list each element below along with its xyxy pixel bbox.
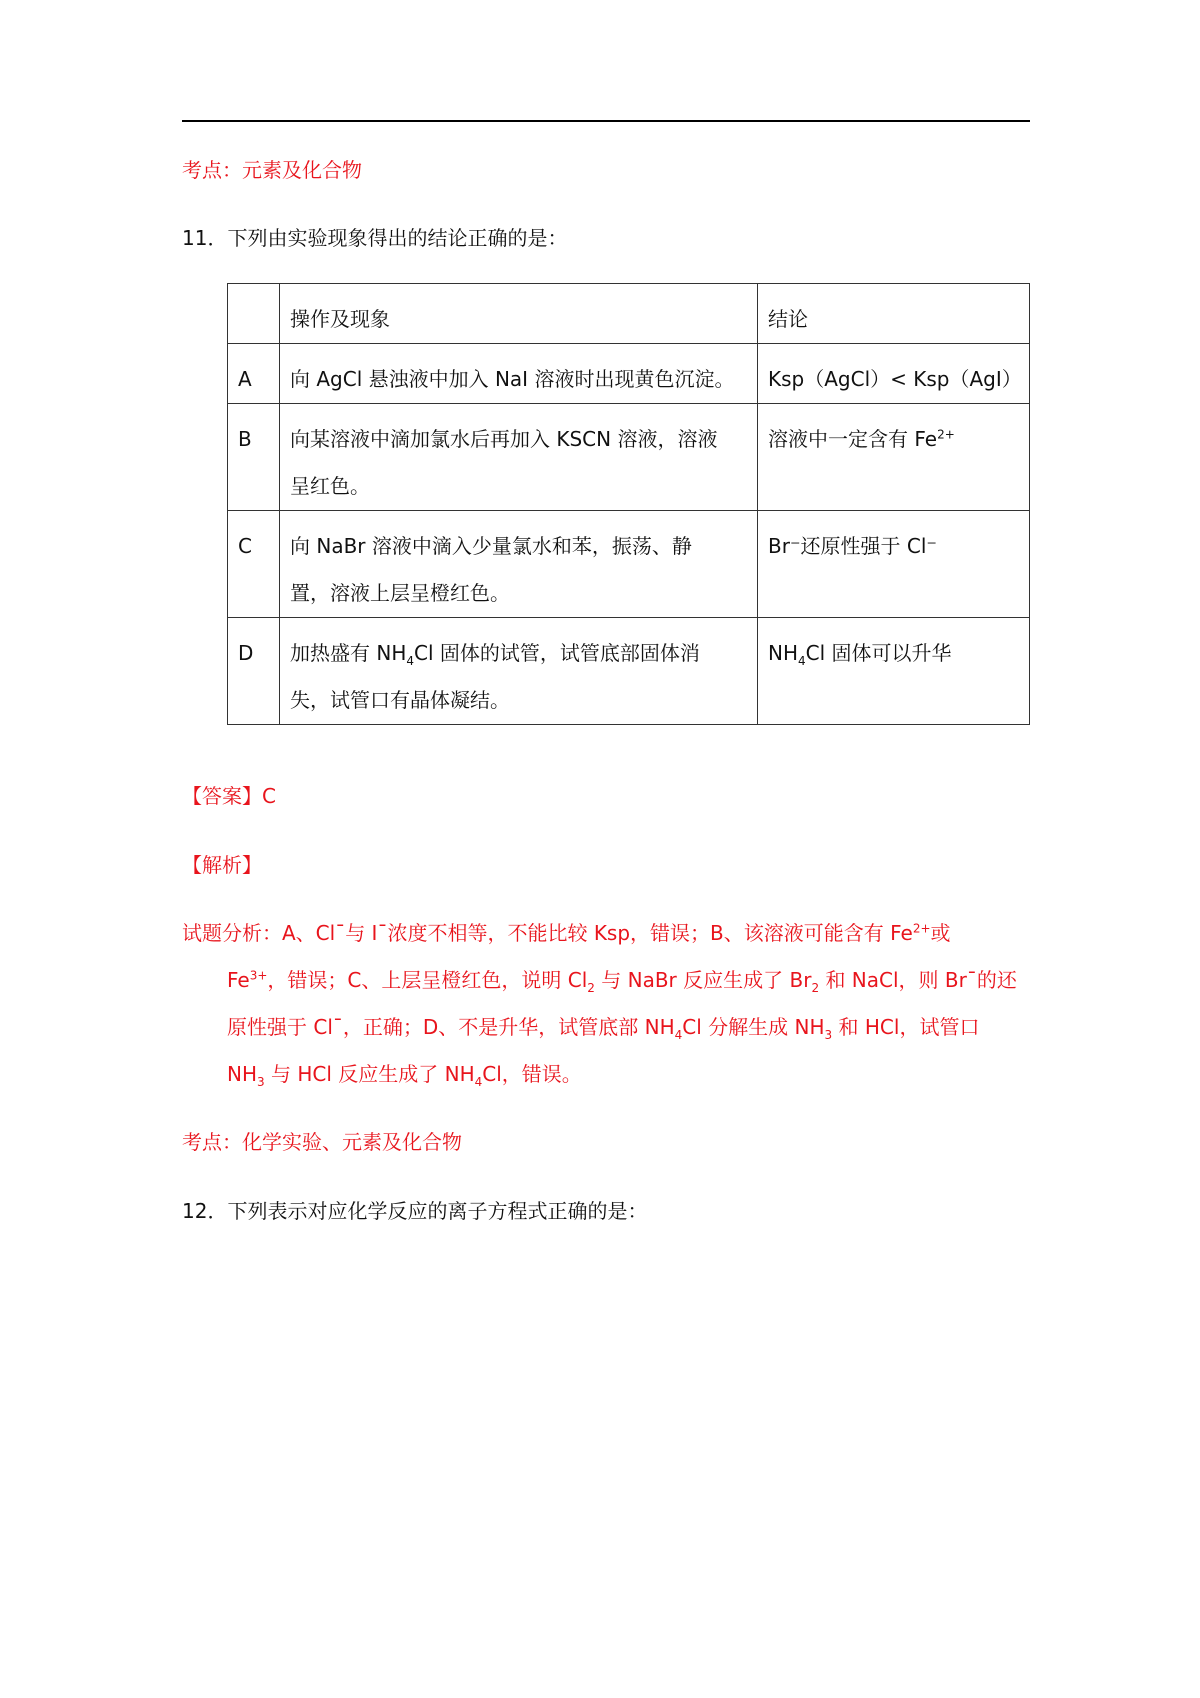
- operation-cell: [280, 618, 758, 725]
- text-part: NH: [227, 1062, 257, 1086]
- experiment-table: [227, 283, 1030, 725]
- text-part: Cl 固体可以升华: [805, 641, 952, 665]
- subscript: 4: [474, 1075, 483, 1089]
- text-part: 和 NaCl，则 Br¯的还: [819, 968, 1017, 992]
- answer-label: 【答案】C: [182, 784, 276, 808]
- operation-text: 向 AgCl 悬浊液中加入 NaI 溶液时出现黄色沉淀。: [290, 367, 735, 391]
- operation-text-line2: 呈红色。: [290, 474, 370, 498]
- conclusion-cell: [758, 404, 1030, 511]
- conclusion-cell: [758, 618, 1030, 725]
- text-part: Cl，错误。: [482, 1062, 582, 1086]
- conclusion-cell: Br⁻还原性强于 Cl⁻: [758, 511, 1030, 618]
- text-part: Cl 分解生成 NH: [682, 1015, 825, 1039]
- text-part: 原性强于 Cl¯，正确；D、不是升华，试管底部 NH: [227, 1015, 675, 1039]
- text-part: ，错误；C、上层呈橙红色，说明 Cl: [267, 968, 588, 992]
- subscript: 2: [587, 981, 595, 995]
- table-row: [228, 511, 1030, 618]
- text-part: 试题分析：A、Cl¯与 I¯浓度不相等，不能比较 Ksp，错误；B、该溶液可能含有 Fe: [182, 921, 913, 945]
- option-letter: A: [228, 344, 280, 404]
- superscript: 2+: [912, 921, 931, 936]
- conclusion-text: 溶液中一定含有 Fe: [768, 427, 938, 451]
- table-header-operation: 操作及现象: [280, 284, 758, 344]
- conclusion-cell: Ksp（AgCl）< Ksp（AgI）: [758, 344, 1030, 404]
- table-header-conclusion: 结论: [758, 284, 1030, 344]
- subscript: 4: [674, 1028, 683, 1042]
- option-letter: C: [228, 511, 280, 618]
- analysis-line-2: [227, 966, 1017, 994]
- charge-superscript: 2+: [937, 427, 955, 442]
- analysis-label: 【解析】: [182, 853, 262, 877]
- analysis-line-1: [182, 919, 951, 947]
- operation-text-line2: 置，溶液上层呈橙红色。: [290, 581, 510, 605]
- analysis-line-4: [227, 1060, 582, 1088]
- table-row: [228, 404, 1030, 511]
- operation-text-line1: 向 NaBr 溶液中滴入少量氯水和苯，振荡、静: [290, 534, 692, 558]
- subscript: 3: [824, 1028, 833, 1042]
- header-rule: [182, 120, 1030, 122]
- option-letter: B: [228, 404, 280, 511]
- table-header-row: [228, 284, 1030, 344]
- text-part: 和 HCl，试管口: [832, 1015, 980, 1039]
- operation-cell: [280, 404, 758, 511]
- operation-cell: [280, 344, 758, 404]
- subscript: 4: [798, 654, 806, 668]
- subscript: 4: [406, 654, 414, 668]
- table-row: [228, 618, 1030, 725]
- operation-cell: [280, 511, 758, 618]
- text-part: Cl 固体的试管，试管底部固体消: [414, 641, 700, 665]
- question-11-stem: 11．下列由实验现象得出的结论正确的是：: [182, 226, 568, 250]
- table-row: [228, 344, 1030, 404]
- text-part: 加热盛有 NH: [290, 641, 407, 665]
- question-12-stem: 12．下列表示对应化学反应的离子方程式正确的是：: [182, 1199, 648, 1223]
- table-header-cell-empty: [228, 284, 280, 344]
- text-part: 或: [930, 921, 951, 945]
- superscript: 3+: [249, 968, 268, 983]
- operation-text-line2: 失，试管口有晶体凝结。: [290, 688, 510, 712]
- topic-label-2: 考点：化学实验、元素及化合物: [182, 1130, 462, 1154]
- operation-text-line1: [290, 630, 747, 677]
- text-part: 与 NaBr 反应生成了 Br: [594, 968, 812, 992]
- subscript: 2: [811, 981, 820, 995]
- text-part: Fe: [227, 968, 250, 992]
- analysis-line-3: [227, 1013, 979, 1041]
- text-part: NH: [768, 641, 798, 665]
- topic-label-1: 考点：元素及化合物: [182, 158, 362, 182]
- text-part: 与 HCl 反应生成了 NH: [264, 1062, 475, 1086]
- subscript: 3: [257, 1075, 265, 1089]
- operation-text-line1: 向某溶液中滴加氯水后再加入 KSCN 溶液，溶液: [290, 427, 718, 451]
- option-letter: D: [228, 618, 280, 725]
